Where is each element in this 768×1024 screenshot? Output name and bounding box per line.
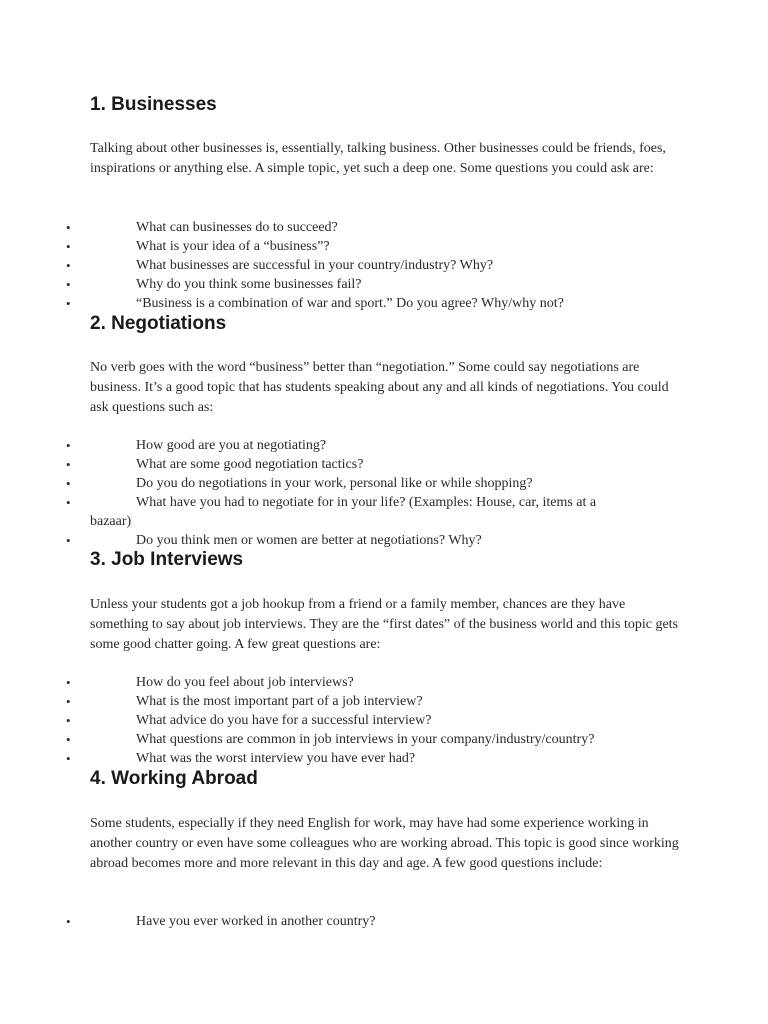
- bullet-icon: •: [66, 533, 71, 548]
- question-list-negotiations: [0, 436, 768, 550]
- list-item: [0, 749, 768, 768]
- list-item: [0, 218, 768, 237]
- bullet-icon: •: [66, 713, 71, 728]
- list-item-text: What was the worst interview you have ever had?: [136, 751, 416, 766]
- question-list-job-interviews: [0, 673, 768, 768]
- list-item-text: What questions are common in job interviews in your company/industry/country?: [136, 732, 595, 747]
- section-heading-working-abroad: 4. Working Abroad: [90, 768, 258, 789]
- list-item: [0, 730, 768, 749]
- list-item: [0, 455, 768, 474]
- section-paragraph-job-interviews: Unless your students got a job hookup from a friend or a family member, chances are they have something to say about job interviews. They are the “first dates” of the business world and this topic gets some good chatter going. A few great questions are:: [90, 597, 679, 652]
- section-paragraph-businesses: Talking about other businesses is, essentially, talking business. Other businesses could be friends, foes, inspirations or anything else. A simple topic, yet such a deep one. Some questions you could ask are:: [90, 141, 666, 176]
- list-item-text: What can businesses do to succeed?: [136, 220, 338, 235]
- question-list-businesses: [0, 218, 768, 313]
- list-item-continuation: bazaar): [90, 514, 132, 529]
- section-paragraph-working-abroad: Some students, especially if they need English for work, may have had some experience working in another country or even have some colleagues who are working abroad. This topic is good since working abroad becomes more and more relevant in this day and age. A few good questions include:: [90, 816, 679, 871]
- list-item-text: What is your idea of a “business”?: [136, 239, 330, 254]
- list-item: [0, 275, 768, 294]
- bullet-icon: •: [66, 220, 71, 235]
- list-item: [0, 436, 768, 455]
- bullet-icon: •: [66, 495, 71, 510]
- bullet-icon: •: [66, 675, 71, 690]
- section-heading-businesses: 1. Businesses: [90, 94, 217, 115]
- list-item-text: What advice do you have for a successful interview?: [136, 713, 432, 728]
- list-item: [0, 692, 768, 711]
- bullet-icon: •: [66, 751, 71, 766]
- list-item-text: “Business is a combination of war and sport.” Do you agree? Why/why not?: [136, 296, 564, 311]
- list-item-text: Have you ever worked in another country?: [136, 914, 376, 929]
- list-item: [0, 912, 768, 931]
- bullet-icon: •: [66, 296, 71, 311]
- list-item: [0, 474, 768, 493]
- list-item: [0, 673, 768, 692]
- list-item-text: What are some good negotiation tactics?: [136, 457, 364, 472]
- bullet-icon: •: [66, 438, 71, 453]
- list-item: [0, 237, 768, 256]
- list-item: [0, 711, 768, 730]
- list-item: [0, 493, 768, 531]
- bullet-icon: •: [66, 239, 71, 254]
- bullet-icon: •: [66, 694, 71, 709]
- question-list-working-abroad: [0, 912, 768, 931]
- bullet-icon: •: [66, 914, 71, 929]
- bullet-icon: •: [66, 732, 71, 747]
- list-item-text: What businesses are successful in your country/industry? Why?: [136, 258, 494, 273]
- list-item-text: How do you feel about job interviews?: [136, 675, 354, 690]
- list-item-text: Do you do negotiations in your work, personal like or while shopping?: [136, 476, 533, 491]
- bullet-icon: •: [66, 457, 71, 472]
- bullet-icon: •: [66, 258, 71, 273]
- section-heading-negotiations: 2. Negotiations: [90, 313, 227, 334]
- list-item-text: How good are you at negotiating?: [136, 438, 327, 453]
- list-item: [0, 531, 768, 550]
- bullet-icon: •: [66, 277, 71, 292]
- list-item: [0, 294, 768, 313]
- bullet-icon: •: [66, 476, 71, 491]
- list-item-text: What is the most important part of a job interview?: [136, 694, 423, 709]
- list-item: [0, 256, 768, 275]
- section-heading-job-interviews: 3. Job Interviews: [90, 549, 244, 570]
- list-item-text: Why do you think some businesses fail?: [136, 277, 362, 292]
- section-paragraph-negotiations: No verb goes with the word “business” better than “negotiation.” Some could say negotiations are business. It’s a good topic that has students speaking about any and all kinds of negotiations. You could ask questions such as:: [90, 360, 669, 415]
- list-item-text: Do you think men or women are better at negotiations? Why?: [136, 533, 482, 548]
- list-item-text: What have you had to negotiate for in your life? (Examples: House, car, items at a: [136, 495, 597, 510]
